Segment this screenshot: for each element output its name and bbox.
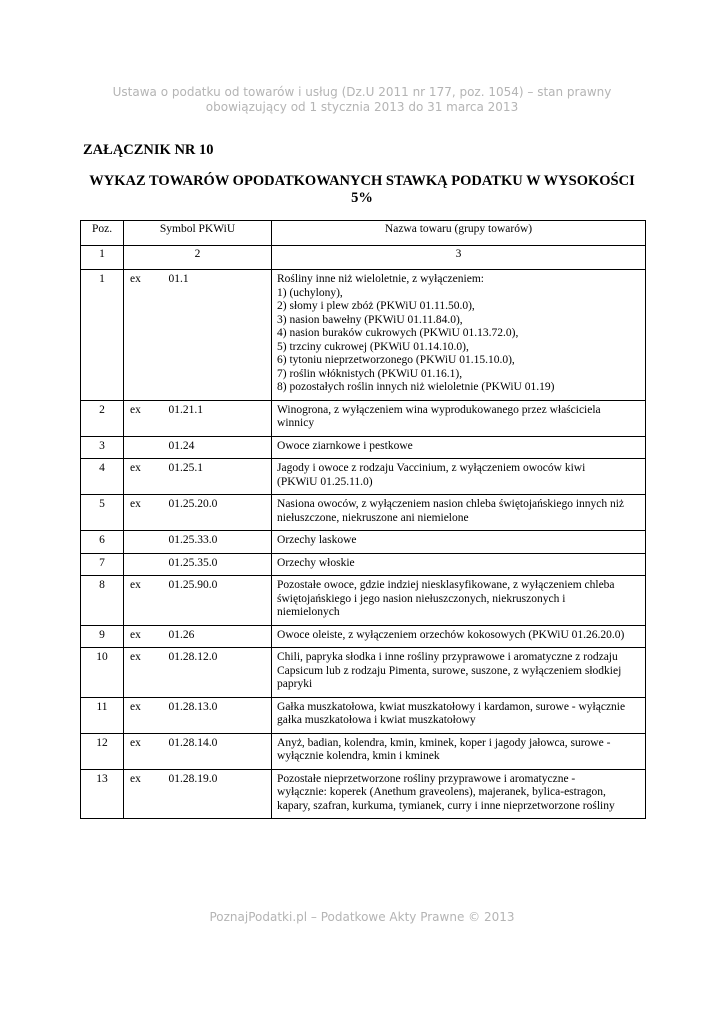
table-row: [81, 495, 646, 531]
goods-name-line: 3) nasion bawełny (PKWiU 01.11.84.0),: [277, 313, 463, 326]
table-row: [81, 553, 646, 576]
row-ex-marker: [124, 553, 165, 576]
table-row: [81, 697, 646, 733]
goods-name-line: Owoce ziarnkowe i pestkowe: [277, 439, 413, 452]
row-ex-marker: ex: [124, 400, 165, 436]
row-pkwiu-code: 01.25.20.0: [165, 495, 272, 531]
row-goods-name: [272, 553, 646, 576]
row-position: 11: [81, 697, 124, 733]
row-position: 6: [81, 531, 124, 554]
row-pkwiu-code: 01.28.19.0: [165, 769, 272, 819]
goods-name-line: 8) pozostałych roślin innych niż wieloletnie (PKWiU 01.19): [277, 381, 555, 393]
goods-table-body: [81, 221, 646, 819]
document-footer: PoznajPodatki.pl – Podatkowe Akty Prawne © 2013: [209, 910, 515, 924]
row-position: 12: [81, 733, 124, 769]
document-title: WYKAZ TOWARÓW OPODATKOWANYCH STAWKĄ PODATKU W WYSOKOŚCI 5%: [89, 173, 635, 206]
table-row: [81, 531, 646, 554]
row-pkwiu-code: 01.26: [165, 625, 272, 648]
row-ex-marker: [124, 436, 165, 459]
row-position: 13: [81, 769, 124, 819]
goods-name-line: Jagody i owoce z rodzaju Vaccinium, z wyłączeniem owoców kiwi: [277, 462, 586, 474]
goods-table: [80, 220, 646, 819]
row-position: 7: [81, 553, 124, 576]
row-pkwiu-code: 01.25.90.0: [165, 576, 272, 626]
row-goods-name: [272, 769, 646, 819]
row-ex-marker: [124, 531, 165, 554]
row-pkwiu-code: 01.24: [165, 436, 272, 459]
row-goods-name: [272, 270, 646, 401]
header-poz: Poz.: [81, 221, 124, 246]
row-pkwiu-code: 01.1: [165, 270, 272, 401]
table-row: [81, 400, 646, 436]
row-pkwiu-code: 01.21.1: [165, 400, 272, 436]
row-goods-name: [272, 436, 646, 459]
goods-name-line: gałka muszkatołowa i kwiat muszkatołowy: [277, 714, 476, 726]
row-ex-marker: ex: [124, 733, 165, 769]
row-position: 1: [81, 270, 124, 401]
goods-name-line: Winogrona, z wyłączeniem wina wyprodukowanego przez właściciela: [277, 403, 601, 416]
goods-name-line: wyłącznie: koperek (Anethum graveolens), majeranek, bylica-estragon,: [277, 786, 606, 798]
row-ex-marker: ex: [124, 648, 165, 698]
goods-name-line: 4) nasion buraków cukrowych (PKWiU 01.13.72.0),: [277, 327, 519, 339]
row-position: 3: [81, 436, 124, 459]
table-row: [81, 769, 646, 819]
header-line-2: obowiązujący od 1 stycznia 2013 do 31 marca 2013: [205, 100, 519, 114]
row-position: 10: [81, 648, 124, 698]
numbering-symbol: 2: [124, 245, 272, 270]
goods-name-line: Orzechy laskowe: [277, 534, 357, 546]
table-row: [81, 733, 646, 769]
goods-name-line: Chili, papryka słodka i inne rośliny przyprawowe i aromatyczne z rodzaju: [277, 651, 618, 663]
table-numbering-row: [81, 245, 646, 270]
row-pkwiu-code: 01.28.12.0: [165, 648, 272, 698]
goods-name-line: świętojańskiego i jego nasion niełuszczonych, niekruszonych i: [277, 592, 566, 605]
row-goods-name: [272, 400, 646, 436]
row-goods-name: [272, 459, 646, 495]
row-pkwiu-code: 01.28.14.0: [165, 733, 272, 769]
row-ex-marker: ex: [124, 625, 165, 648]
goods-name-line: wyłącznie kolendra, kmin i kminek: [277, 750, 440, 762]
header-name: Nazwa towaru (grupy towarów): [272, 221, 646, 246]
goods-name-line: Anyż, badian, kolendra, kmin, kminek, koper i jagody jałowca, surowe -: [277, 736, 611, 749]
row-goods-name: [272, 648, 646, 698]
goods-name-line: Gałka muszkatołowa, kwiat muszkatołowy i kardamon, surowe - wyłącznie: [277, 700, 626, 713]
row-ex-marker: ex: [124, 576, 165, 626]
row-goods-name: [272, 495, 646, 531]
goods-name-line: papryki: [277, 678, 313, 690]
table-header-row: [81, 221, 646, 246]
goods-name-line: 5) trzciny cukrowej (PKWiU 01.14.10.0),: [277, 340, 469, 353]
row-goods-name: [272, 625, 646, 648]
row-goods-name: [272, 697, 646, 733]
header-line-1: Ustawa o podatku od towarów i usług (Dz.U 2011 nr 177, poz. 1054) – stan prawny: [112, 85, 612, 99]
goods-name-line: (PKWiU 01.25.11.0): [277, 475, 373, 488]
goods-name-line: 6) tytoniu nieprzetworzonego (PKWiU 01.15.10.0),: [277, 354, 515, 366]
table-row: [81, 436, 646, 459]
goods-name-line: Nasiona owoców, z wyłączeniem nasion chleba świętojańskiego innych niż: [277, 498, 625, 510]
goods-name-line: niemielonych: [277, 606, 340, 618]
goods-name-line: Pozostałe owoce, gdzie indziej niesklasyfikowane, z wyłączeniem chleba: [277, 579, 615, 591]
row-position: 4: [81, 459, 124, 495]
goods-name-line: Rośliny inne niż wieloletnie, z wyłączeniem:: [277, 273, 484, 285]
goods-name-line: kapary, szafran, kurkuma, tymianek, curry i inne nieprzetworzone rośliny: [277, 799, 615, 812]
row-goods-name: [272, 733, 646, 769]
goods-name-line: Orzechy włoskie: [277, 556, 355, 569]
table-row: [81, 270, 646, 401]
row-pkwiu-code: 01.25.35.0: [165, 553, 272, 576]
table-row: [81, 648, 646, 698]
numbering-name: 3: [272, 245, 646, 270]
goods-name-line: niełuszczone, niekruszone ani niemielone: [277, 511, 469, 524]
row-position: 8: [81, 576, 124, 626]
row-position: 2: [81, 400, 124, 436]
row-position: 5: [81, 495, 124, 531]
row-ex-marker: ex: [124, 495, 165, 531]
row-pkwiu-code: 01.25.33.0: [165, 531, 272, 554]
row-ex-marker: ex: [124, 697, 165, 733]
document-header: [80, 85, 644, 115]
table-row: [81, 625, 646, 648]
goods-name-line: 7) roślin włóknistych (PKWiU 01.16.1),: [277, 367, 463, 380]
numbering-poz: 1: [81, 245, 124, 270]
row-pkwiu-code: 01.28.13.0: [165, 697, 272, 733]
header-symbol: Symbol PKWiU: [124, 221, 272, 246]
goods-name-line: Owoce oleiste, z wyłączeniem orzechów kokosowych (PKWiU 01.26.20.0): [277, 628, 625, 641]
goods-name-line: winnicy: [277, 417, 315, 429]
table-row: [81, 576, 646, 626]
goods-name-line: Capsicum lub z rodzaju Pimenta, surowe, suszone, z wyłączeniem słodkiej: [277, 664, 622, 677]
row-ex-marker: ex: [124, 270, 165, 401]
annex-title: ZAŁĄCZNIK NR 10: [83, 142, 214, 158]
goods-name-line: 2) słomy i plew zbóż (PKWiU 01.11.50.0),: [277, 300, 475, 312]
goods-name-line: 1) (uchylony),: [277, 286, 343, 299]
table-row: [81, 459, 646, 495]
row-position: 9: [81, 625, 124, 648]
goods-name-line: Pozostałe nieprzetworzone rośliny przyprawowe i aromatyczne -: [277, 772, 576, 785]
row-goods-name: [272, 576, 646, 626]
row-pkwiu-code: 01.25.1: [165, 459, 272, 495]
row-ex-marker: ex: [124, 459, 165, 495]
row-ex-marker: ex: [124, 769, 165, 819]
row-goods-name: [272, 531, 646, 554]
